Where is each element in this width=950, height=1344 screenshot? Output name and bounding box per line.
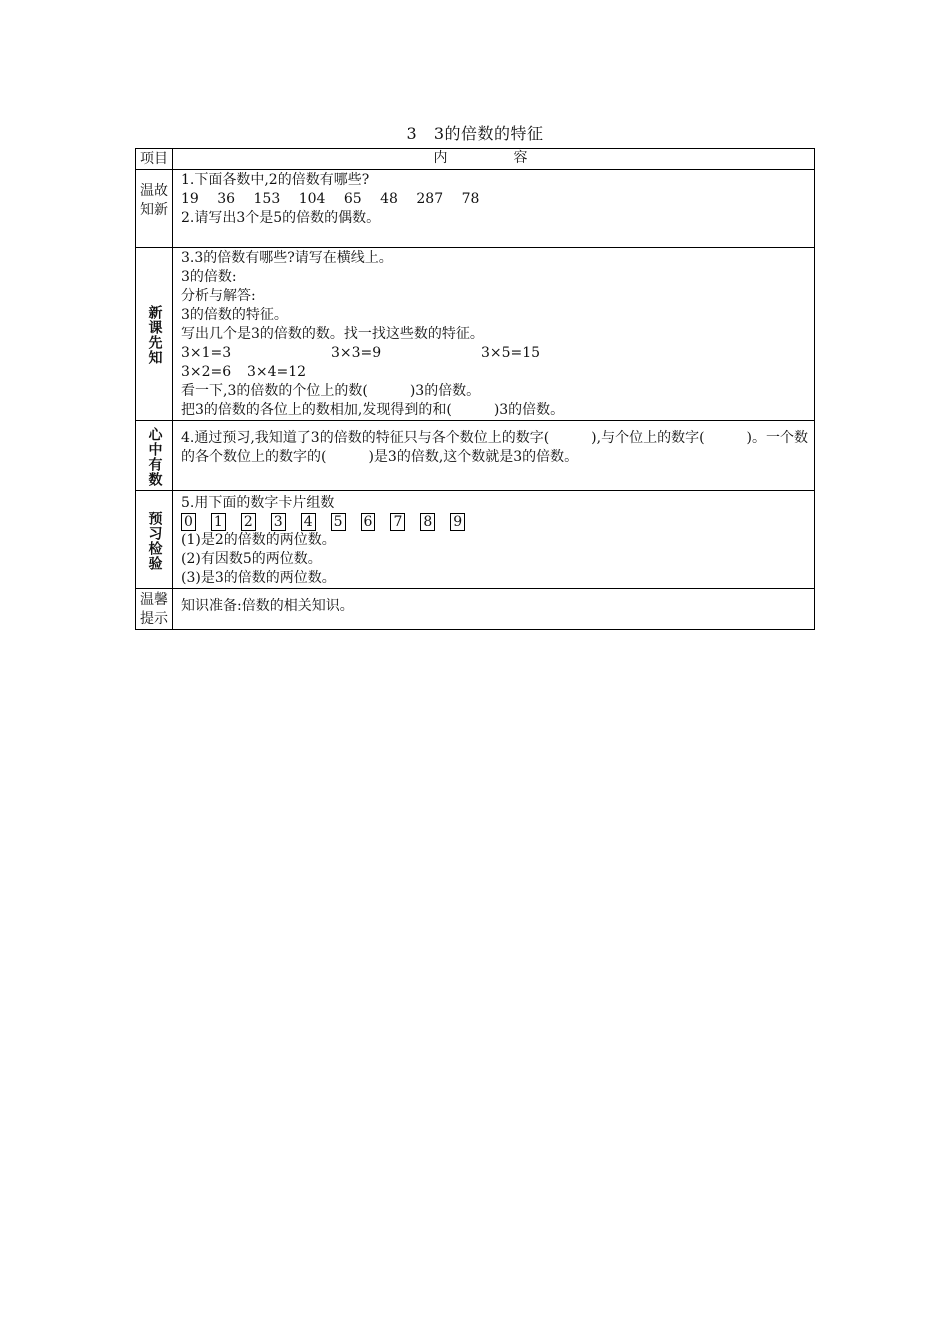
sub-question-2: (2)有因数5的两位数。 <box>181 551 322 567</box>
question-3: 3.3的倍数有哪些?请写在横线上。 <box>181 250 393 266</box>
question-5: 5.用下面的数字卡片组数 <box>181 495 335 511</box>
page-title: 3 3的倍数的特征 <box>406 124 544 143</box>
question-4: 4.通过预习,我知道了3的倍数的特征只与各个数位上的数字( ),与个位上的数字( )。一个数的各个数位上的数字的( )是3的倍数,这个数就是3的倍数。 <box>181 430 809 465</box>
equation: 3×2=6 <box>181 364 232 380</box>
section-summary-content <box>173 421 814 467</box>
digit-card: 1 <box>211 513 226 531</box>
multiples-of-3-prompt: 3的倍数: <box>181 269 237 285</box>
section-check-content <box>173 491 814 588</box>
digit-card: 5 <box>331 513 346 531</box>
tip-text: 知识准备:倍数的相关知识。 <box>181 598 354 614</box>
units-digit-question: 看一下,3的倍数的个位上的数( )3的倍数。 <box>181 383 481 399</box>
digit-cards <box>181 513 808 531</box>
worksheet-table <box>135 148 815 630</box>
equation: 3×1=3 <box>181 345 232 361</box>
equation-row-2 <box>181 363 808 382</box>
section-preview-content <box>173 248 814 420</box>
section-summary-label: 心中有数 <box>146 426 163 487</box>
digit-card: 2 <box>241 513 256 531</box>
digit-card: 3 <box>271 513 286 531</box>
digit-card: 9 <box>450 513 465 531</box>
digit-card: 7 <box>390 513 405 531</box>
digit-card: 0 <box>181 513 196 531</box>
section-summary-row <box>136 421 815 491</box>
section-tip-content <box>173 589 814 616</box>
header-content-label: 内 容 <box>433 150 554 166</box>
sub-question-1: (1)是2的倍数的两位数。 <box>181 532 336 548</box>
question-2: 2.请写出3个是5的倍数的偶数。 <box>181 210 381 226</box>
header-item-label: 项目 <box>140 151 168 167</box>
equation: 3×3=9 <box>331 345 382 361</box>
question-1: 1.下面各数中,2的倍数有哪些? <box>181 172 370 188</box>
sub-question-3: (3)是3的倍数的两位数。 <box>181 570 336 586</box>
section-review-row <box>136 170 815 248</box>
digit-card: 4 <box>301 513 316 531</box>
section-check-row <box>136 491 815 589</box>
feature-instruction: 写出几个是3的倍数的数。找一找这些数的特征。 <box>181 326 484 342</box>
section-tip-row <box>136 589 815 630</box>
equation: 3×4=12 <box>247 364 307 380</box>
section-review-content <box>173 170 814 228</box>
table-header-row <box>136 149 815 170</box>
section-review-label: 温故知新 <box>140 183 168 218</box>
section-preview-label: 新课先知 <box>146 305 163 365</box>
analysis-prompt: 分析与解答: <box>181 288 256 304</box>
equation: 3×5=15 <box>481 345 541 361</box>
section-preview-row <box>136 248 815 421</box>
feature-heading: 3的倍数的特征。 <box>181 307 288 323</box>
section-tip-label: 温馨提示 <box>140 592 168 627</box>
section-check-label: 预习检验 <box>146 510 163 571</box>
number-list: 19 36 153 104 65 48 287 78 <box>181 191 480 207</box>
digit-card: 8 <box>420 513 435 531</box>
digit-card: 6 <box>361 513 376 531</box>
equation-row-1 <box>181 344 808 363</box>
digit-sum-question: 把3的倍数的各位上的数相加,发现得到的和( )3的倍数。 <box>181 402 565 418</box>
